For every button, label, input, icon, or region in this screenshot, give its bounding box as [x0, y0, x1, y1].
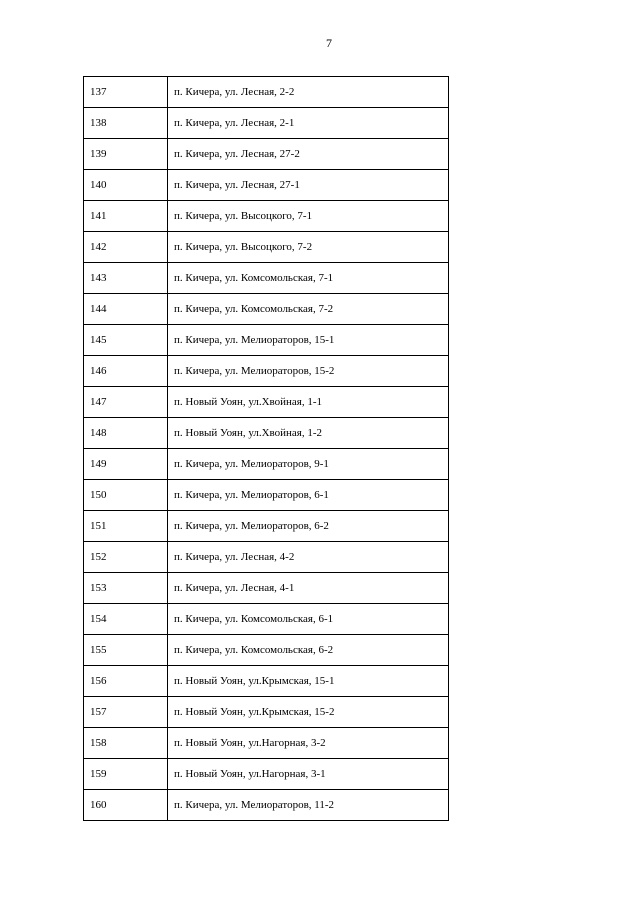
address-cell: п. Кичера, ул. Мелиораторов, 9-1 [168, 449, 449, 480]
address-cell: п. Кичера, ул. Лесная, 27-1 [168, 170, 449, 201]
table-row [84, 263, 449, 294]
row-number-cell: 145 [84, 325, 168, 356]
table-row [84, 759, 449, 790]
row-number-cell: 149 [84, 449, 168, 480]
address-cell: п. Кичера, ул. Лесная, 2-1 [168, 108, 449, 139]
address-cell: п. Кичера, ул. Высоцкого, 7-2 [168, 232, 449, 263]
address-cell: п. Новый Уоян, ул.Нагорная, 3-1 [168, 759, 449, 790]
table-row [84, 728, 449, 759]
address-cell: п. Новый Уоян, ул.Хвойная, 1-2 [168, 418, 449, 449]
row-number-cell: 152 [84, 542, 168, 573]
address-cell: п. Кичера, ул. Комсомольская, 6-1 [168, 604, 449, 635]
row-number-cell: 156 [84, 666, 168, 697]
table-row [84, 139, 449, 170]
table-row [84, 201, 449, 232]
address-cell: п. Новый Уоян, ул.Крымская, 15-2 [168, 697, 449, 728]
address-cell: п. Кичера, ул. Мелиораторов, 11-2 [168, 790, 449, 821]
address-cell: п. Новый Уоян, ул.Нагорная, 3-2 [168, 728, 449, 759]
row-number-cell: 142 [84, 232, 168, 263]
table-row [84, 635, 449, 666]
address-cell: п. Кичера, ул. Мелиораторов, 15-2 [168, 356, 449, 387]
address-cell: п. Кичера, ул. Лесная, 27-2 [168, 139, 449, 170]
row-number-cell: 144 [84, 294, 168, 325]
table-row [84, 449, 449, 480]
row-number-cell: 146 [84, 356, 168, 387]
page-number: 7 [326, 36, 332, 50]
table-row [84, 108, 449, 139]
row-number-cell: 155 [84, 635, 168, 666]
table-row [84, 418, 449, 449]
table-row [84, 170, 449, 201]
address-cell: п. Новый Уоян, ул.Крымская, 15-1 [168, 666, 449, 697]
table-row [84, 480, 449, 511]
table-row [84, 511, 449, 542]
row-number-cell: 139 [84, 139, 168, 170]
address-cell: п. Кичера, ул. Комсомольская, 7-2 [168, 294, 449, 325]
row-number-cell: 157 [84, 697, 168, 728]
row-number-cell: 150 [84, 480, 168, 511]
address-cell: п. Кичера, ул. Комсомольская, 6-2 [168, 635, 449, 666]
row-number-cell: 141 [84, 201, 168, 232]
row-number-cell: 153 [84, 573, 168, 604]
address-table [83, 76, 449, 821]
row-number-cell: 138 [84, 108, 168, 139]
row-number-cell: 148 [84, 418, 168, 449]
address-cell: п. Кичера, ул. Мелиораторов, 6-2 [168, 511, 449, 542]
table-row [84, 604, 449, 635]
table-row [84, 325, 449, 356]
address-table-body [84, 77, 449, 821]
table-row [84, 666, 449, 697]
table-row [84, 542, 449, 573]
address-cell: п. Кичера, ул. Мелиораторов, 6-1 [168, 480, 449, 511]
table-row [84, 790, 449, 821]
row-number-cell: 147 [84, 387, 168, 418]
table-row [84, 356, 449, 387]
table-row [84, 77, 449, 108]
table-row [84, 697, 449, 728]
row-number-cell: 154 [84, 604, 168, 635]
table-row [84, 573, 449, 604]
table-row [84, 294, 449, 325]
address-cell: п. Кичера, ул. Лесная, 4-2 [168, 542, 449, 573]
table-row [84, 387, 449, 418]
row-number-cell: 160 [84, 790, 168, 821]
row-number-cell: 140 [84, 170, 168, 201]
table-row [84, 232, 449, 263]
row-number-cell: 137 [84, 77, 168, 108]
row-number-cell: 159 [84, 759, 168, 790]
row-number-cell: 151 [84, 511, 168, 542]
address-cell: п. Новый Уоян, ул.Хвойная, 1-1 [168, 387, 449, 418]
address-cell: п. Кичера, ул. Комсомольская, 7-1 [168, 263, 449, 294]
row-number-cell: 143 [84, 263, 168, 294]
address-cell: п. Кичера, ул. Лесная, 2-2 [168, 77, 449, 108]
row-number-cell: 158 [84, 728, 168, 759]
address-cell: п. Кичера, ул. Мелиораторов, 15-1 [168, 325, 449, 356]
address-cell: п. Кичера, ул. Лесная, 4-1 [168, 573, 449, 604]
address-cell: п. Кичера, ул. Высоцкого, 7-1 [168, 201, 449, 232]
